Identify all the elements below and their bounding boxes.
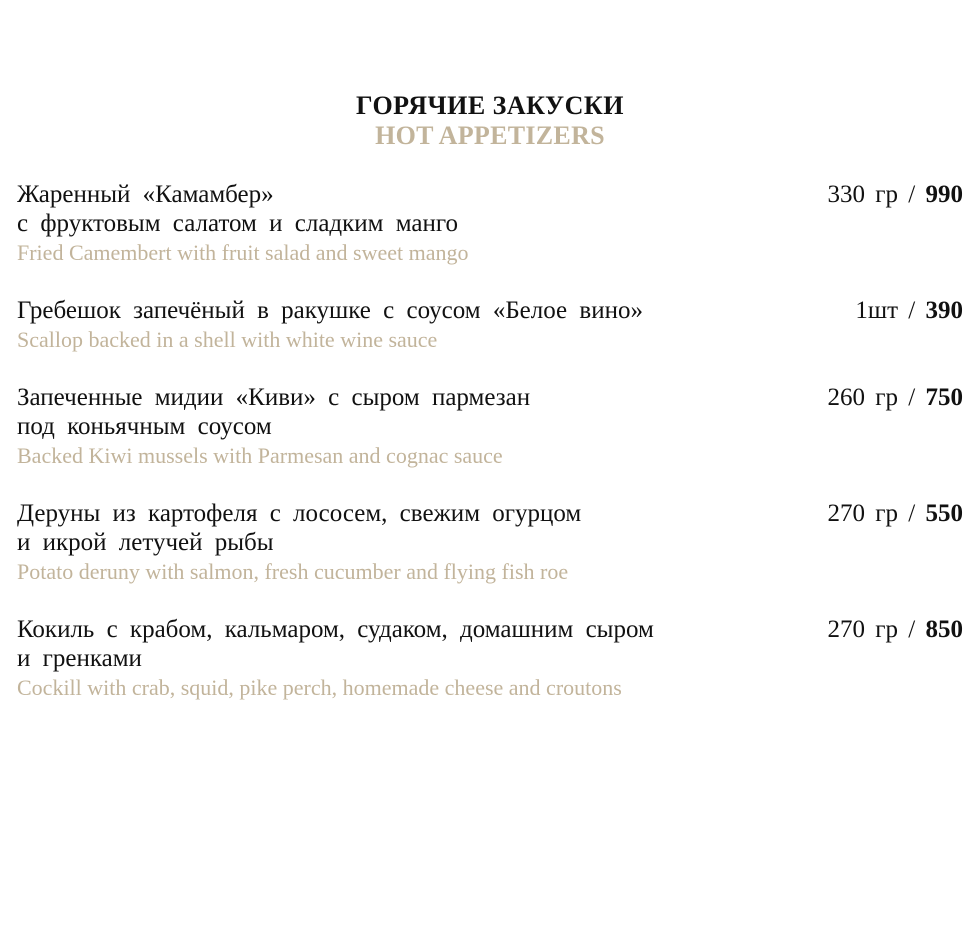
item-price-amount: 990: [925, 181, 963, 208]
section-title-en: HOT APPETIZERS: [375, 121, 605, 150]
menu-item-fried-camembert: [17, 180, 963, 267]
item-name-en: Backed Kiwi mussels with Parmesan and cognac sauce: [17, 443, 503, 468]
item-name-ru: [17, 499, 777, 557]
item-portion: 270 гр /: [827, 500, 916, 527]
item-price: [855, 296, 963, 325]
item-name-ru-line2: и икрой летучей рыбы: [17, 529, 274, 556]
item-price-amount: 850: [925, 616, 963, 643]
item-price: [828, 615, 963, 644]
item-name-ru-line2: под коньячным соусом: [17, 413, 272, 440]
item-name-ru-line1: Жаренный «Камамбер»: [17, 181, 274, 208]
item-name-ru: [17, 180, 777, 238]
item-portion: 330 гр /: [827, 181, 916, 208]
item-name-ru-line1: Деруны из картофеля с лососем, свежим огурцом: [17, 500, 582, 527]
item-name-ru-line1: Запеченные мидии «Киви» с сыром пармезан: [17, 384, 531, 411]
item-name-ru-line1: Кокиль с крабом, кальмаром, судаком, домашним сыром: [17, 616, 654, 643]
item-name-ru-line2: с фруктовым салатом и сладким манго: [17, 210, 458, 237]
menu-item-baked-scallop: [17, 296, 963, 354]
item-price-amount: 550: [925, 500, 963, 527]
item-name-ru-line2: и гренками: [17, 645, 142, 672]
item-portion: 1шт /: [855, 297, 916, 324]
item-name-en: Fried Camembert with fruit salad and sweet mango: [17, 240, 469, 265]
item-name-ru: [17, 383, 777, 441]
section-title-ru: ГОРЯЧИЕ ЗАКУСКИ: [356, 91, 624, 120]
item-name-ru: [17, 296, 777, 325]
menu-section-header: [0, 90, 967, 150]
item-portion: 260 гр /: [827, 384, 916, 411]
item-price-amount: 390: [925, 297, 963, 324]
item-price: [828, 180, 963, 209]
menu-items-list: [17, 180, 963, 731]
item-name-en: Potato deruny with salmon, fresh cucumber and flying fish roe: [17, 559, 569, 584]
item-name-en: Cockill with crab, squid, pike perch, homemade cheese and croutons: [17, 675, 622, 700]
menu-item-baked-kiwi-mussels: [17, 383, 963, 470]
item-price: [828, 499, 963, 528]
item-name-ru: [17, 615, 777, 673]
item-name-en: Scallop backed in a shell with white wine sauce: [17, 327, 438, 352]
menu-item-potato-deruny: [17, 499, 963, 586]
item-portion: 270 гр /: [827, 616, 916, 643]
item-price: [828, 383, 963, 412]
menu-item-cockill: [17, 615, 963, 702]
item-price-amount: 750: [925, 384, 963, 411]
item-name-ru-line1: Гребешок запечёный в ракушке с соусом «Белое вино»: [17, 297, 643, 324]
